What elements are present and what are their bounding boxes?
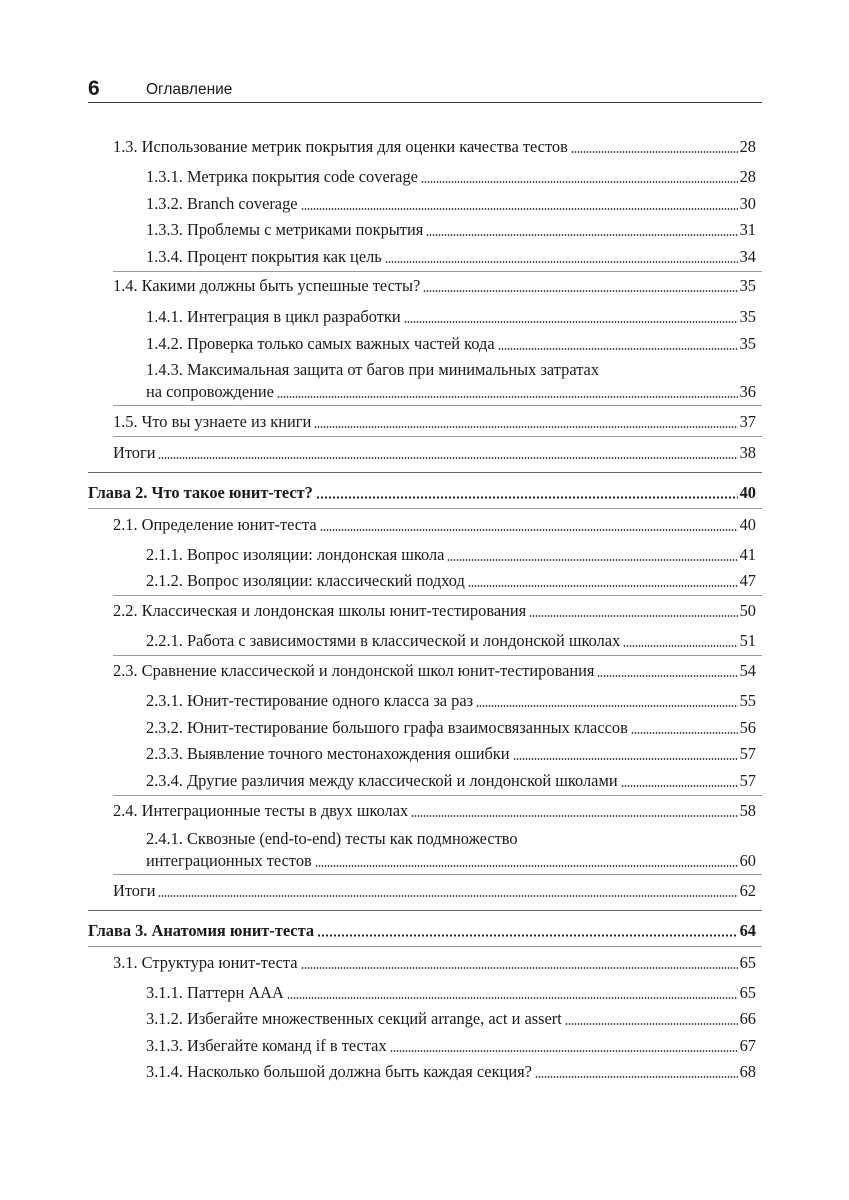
toc-entry-title: 1.3.4. Процент покрытия как цель (146, 247, 382, 266)
dot-leader (158, 457, 737, 459)
dot-leader (411, 815, 737, 817)
toc-entry-title: 1.3. Использование метрик покрытия для оценки качества тестов (113, 137, 568, 156)
dot-leader (621, 785, 738, 787)
toc-entry (146, 359, 756, 403)
toc-entry-page: 57 (739, 744, 756, 763)
dot-leader (385, 261, 738, 263)
toc-entry-page: 41 (739, 545, 756, 564)
toc-entry-title: 1.4.2. Проверка только самых важных частей кода (146, 334, 495, 353)
toc-entry-title: 2.2.1. Работа с зависимостями в классической и лондонской школах (146, 631, 621, 650)
toc-entry-title: 2.3. Сравнение классической и лондонской школ юнит-тестирования (113, 661, 595, 680)
toc-entry (113, 411, 756, 433)
toc-entry-title: 1.3.3. Проблемы с метриками покрытия (146, 220, 424, 239)
toc-entry-page: 28 (739, 167, 756, 186)
toc-entry-title: Итоги (113, 881, 156, 900)
toc-entry-title: 2.3.1. Юнит-тестирование одного класса за раз (146, 691, 474, 710)
dot-leader (423, 290, 737, 292)
toc-entry (146, 717, 756, 739)
toc-entry-page: 47 (739, 571, 756, 590)
toc-entry (146, 770, 756, 792)
toc-entry-page: 50 (739, 601, 756, 620)
toc-entry-page: 30 (739, 194, 756, 213)
toc-entry-page: 31 (739, 220, 756, 239)
section-divider (113, 595, 762, 596)
dot-leader (277, 396, 738, 398)
toc-entry (146, 1061, 756, 1083)
chapter-divider (88, 910, 762, 911)
toc-entry (113, 952, 756, 974)
dot-leader (426, 234, 737, 236)
dot-leader (320, 529, 738, 531)
dot-leader (565, 1023, 738, 1025)
toc-entry-page: 65 (739, 983, 756, 1002)
toc-entry (113, 660, 756, 682)
section-divider (113, 655, 762, 656)
toc-entry-page: 66 (739, 1009, 756, 1028)
toc-chapter-entry (88, 482, 756, 504)
toc-entry (146, 333, 756, 355)
toc-entry-page: 35 (739, 307, 756, 326)
toc-entry-page: 65 (739, 953, 756, 972)
toc-entry (146, 193, 756, 215)
dot-leader (315, 865, 738, 867)
dot-leader (301, 208, 738, 210)
toc-entry-page: 34 (739, 247, 756, 266)
toc-entry-title: 2.1.2. Вопрос изоляции: классический подход (146, 571, 465, 590)
page-number: 6 (88, 77, 100, 100)
toc-entry-title: 2.3.4. Другие различия между классической и лондонской школами (146, 771, 618, 790)
toc-entry-title: 1.5. Что вы узнаете из книги (113, 412, 312, 431)
section-divider (113, 405, 762, 406)
toc-entry-page: 64 (739, 921, 756, 940)
toc-entry-title-continued: интеграционных тестов (146, 851, 312, 870)
toc-entry (146, 570, 756, 592)
toc-entry (146, 828, 756, 872)
dot-leader (287, 997, 738, 999)
toc-entry (113, 275, 756, 297)
section-divider (113, 795, 762, 796)
toc-entry-title: 2.4. Интеграционные тесты в двух школах (113, 801, 409, 820)
dot-leader (316, 496, 738, 499)
toc-entry-title: 3.1.2. Избегайте множественных секций arrange, act и assert (146, 1009, 562, 1028)
dot-leader (447, 559, 737, 561)
toc-entry-title: 3.1.3. Избегайте команд if в тестах (146, 1036, 387, 1055)
section-divider (88, 508, 762, 509)
dot-leader (317, 934, 738, 937)
toc-entry-title: Глава 3. Анатомия юнит-теста (88, 921, 315, 940)
toc-entry-title: 2.3.3. Выявление точного местонахождения ошибки (146, 744, 510, 763)
toc-entry-page: 67 (739, 1036, 756, 1055)
toc-entry-page: 37 (739, 412, 756, 431)
toc-entry-page: 40 (739, 483, 756, 502)
toc-entry (146, 630, 756, 652)
toc-entry-page: 35 (739, 334, 756, 353)
toc-entry-page: 55 (739, 691, 756, 710)
toc-chapter-entry (88, 920, 756, 942)
toc-entry (146, 690, 756, 712)
toc-entry-title: 3.1.4. Насколько большой должна быть каждая секция? (146, 1062, 532, 1081)
toc-entry-page: 60 (739, 851, 756, 870)
toc-entry-page: 54 (739, 661, 756, 680)
dot-leader (535, 1076, 738, 1078)
toc-entry-title: Глава 2. Что такое юнит-тест? (88, 483, 313, 502)
dot-leader (468, 585, 738, 587)
toc-entry-page: 28 (739, 137, 756, 156)
toc-entry (113, 136, 756, 158)
running-title: Оглавление (146, 81, 233, 98)
toc-entry (113, 442, 756, 464)
section-divider (88, 946, 762, 947)
dot-leader (421, 181, 738, 183)
toc-entry (113, 800, 756, 822)
toc-entry-title-continued: на сопровождение (146, 382, 274, 401)
dot-leader (158, 895, 737, 897)
toc-entry-page: 62 (739, 881, 756, 900)
toc-entry-page: 68 (739, 1062, 756, 1081)
toc-entry-page: 36 (739, 382, 756, 401)
toc-entry-page: 38 (739, 443, 756, 462)
toc-entry (146, 219, 756, 241)
toc-entry (113, 600, 756, 622)
toc-entry-title: 2.2. Классическая и лондонская школы юнит-тестирования (113, 601, 527, 620)
dot-leader (529, 615, 737, 617)
toc-entry-title: 2.1. Определение юнит-теста (113, 515, 317, 534)
toc-entry (113, 880, 756, 902)
toc-entry-title: 2.4.1. Сквозные (end-to-end) тесты как подмножество (146, 829, 518, 848)
toc-entry (146, 1008, 756, 1030)
toc-entry-page: 57 (739, 771, 756, 790)
dot-leader (390, 1050, 738, 1052)
toc-entry-page: 35 (739, 276, 756, 295)
dot-leader (498, 348, 738, 350)
toc-entry-page: 40 (739, 515, 756, 534)
toc-entry-title: 1.3.2. Branch coverage (146, 194, 298, 213)
dot-leader (314, 426, 737, 428)
toc-entry-title: 2.1.1. Вопрос изоляции: лондонская школа (146, 545, 445, 564)
toc-entry (146, 982, 756, 1004)
section-divider (113, 436, 762, 437)
dot-leader (623, 645, 737, 647)
toc-entry-title: 2.3.2. Юнит-тестирование большого графа взаимосвязанных классов (146, 718, 628, 737)
toc-entry-title: 1.4. Какими должны быть успешные тесты? (113, 276, 421, 295)
toc-entry (146, 544, 756, 566)
toc-entry-page: 58 (739, 801, 756, 820)
section-divider (113, 271, 762, 272)
dot-leader (476, 705, 737, 707)
toc-entry-title: 3.1.1. Паттерн AAA (146, 983, 284, 1002)
chapter-divider (88, 472, 762, 473)
toc-entry-page: 56 (739, 718, 756, 737)
toc-entry-title: 1.3.1. Метрика покрытия code coverage (146, 167, 418, 186)
dot-leader (571, 151, 738, 153)
section-divider (113, 874, 762, 875)
toc-entry (113, 514, 756, 536)
dot-leader (513, 758, 738, 760)
toc-entry-title: 1.4.1. Интеграция в цикл разработки (146, 307, 401, 326)
toc-entry (146, 306, 756, 328)
toc-entry-title: 1.4.3. Максимальная защита от багов при минимальных затратах (146, 360, 600, 379)
dot-leader (597, 675, 737, 677)
dot-leader (404, 321, 738, 323)
dot-leader (631, 732, 738, 734)
dot-leader (301, 967, 738, 969)
toc-entry (146, 166, 756, 188)
toc-entry-page: 51 (739, 631, 756, 650)
toc-entry-title: 3.1. Структура юнит-теста (113, 953, 298, 972)
toc-entry-title: Итоги (113, 443, 156, 462)
toc-entry (146, 1035, 756, 1057)
toc-entry (146, 246, 756, 268)
toc-entry (146, 743, 756, 765)
